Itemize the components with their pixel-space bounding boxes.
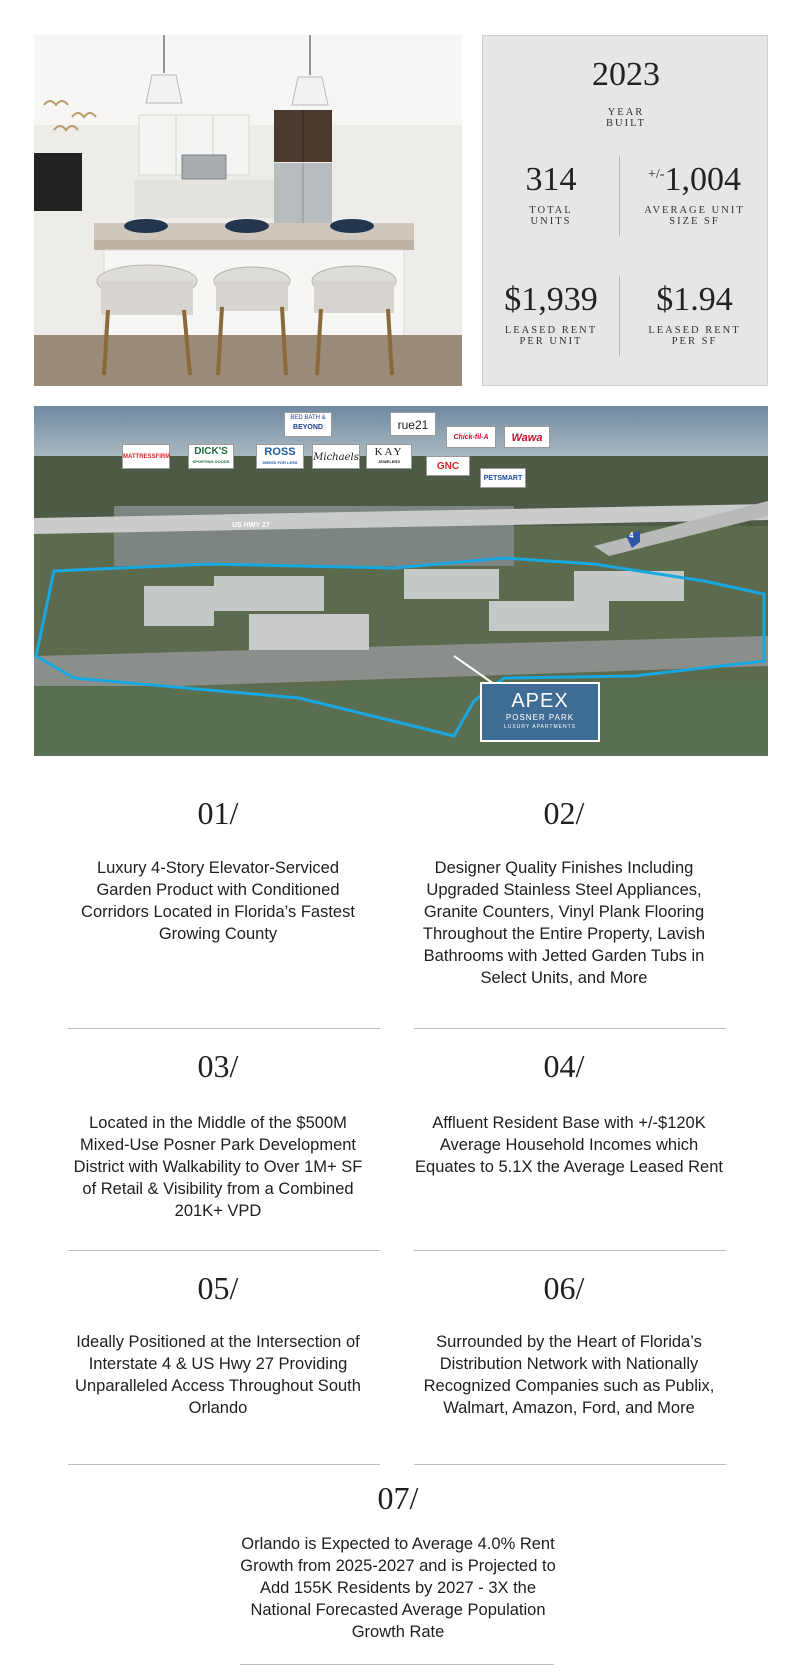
retailer-ross-sub: DRESS FOR LESS [262,460,298,465]
feature-number-06: 06/ [543,1270,585,1306]
property-logo-name: APEX [511,690,569,712]
divider [414,1464,726,1465]
retailer-logo-bed-bath-beyond [284,412,332,437]
leased-rent-per-sf-label-line1: LEASED RENT [648,325,741,336]
divider [414,1250,726,1251]
retailer-logo-gnc: GNC [426,456,470,476]
feature-number-03: 03/ [197,1048,239,1084]
feature-number-01: 01/ [197,795,239,831]
year-built-value: 2023 [592,56,660,93]
divider [414,1028,726,1029]
retailer-logo-chick-fil-a: Chick-fil-A [446,426,496,448]
leased-rent-per-unit-label-line2: PER UNIT [519,336,583,347]
kitchen-photo [34,35,462,386]
feature-text-01: Luxury 4-Story Elevator-Serviced Garden Product with Conditioned Corridors Located in Florida’s Fastest Growing County [81,859,355,943]
retailer-logo-michaels: Michaels [312,444,360,469]
avg-unit-size-value [620,161,769,199]
avg-unit-size-number: 1,004 [664,161,741,198]
retailer-dicks-name: DICK'S [194,446,228,457]
retailer-logo-wawa: Wawa [504,426,550,448]
leased-rent-per-sf-label [620,325,769,347]
year-built-label [483,107,769,129]
avg-unit-size-label-line2: SIZE SF [669,216,720,227]
total-units-label-line2: UNITS [530,216,572,227]
retailer-logo-dicks [188,444,234,469]
avg-unit-size-label-line1: AVERAGE UNIT [644,205,745,216]
total-units-label-line1: TOTAL [529,205,573,216]
property-logo-line3: LUXURY APARTMENTS [504,724,576,730]
divider [68,1464,380,1465]
avg-unit-size-label [620,205,769,227]
total-units-value: 314 [525,161,577,198]
retailer-logo-ross [256,444,304,469]
kitchen-illustration [34,35,462,386]
feature-number-05: 05/ [197,1270,239,1306]
retailer-kay-sub: JEWELERS [377,459,400,464]
feature-text-06: Surrounded by the Heart of Florida’s Distribution Network with Nationally Recognized Companies such as Publix, Walmart, Amazon, Ford, and More [423,1333,715,1417]
leased-rent-per-unit-value: $1,939 [504,281,598,318]
leased-rent-per-unit-label-line1: LEASED RENT [504,325,598,336]
retailer-logo-rue21: rue21 [390,412,436,436]
retailer-logo-kay [366,444,412,469]
feature-text-07: Orlando is Expected to Average 4.0% Rent Growth from 2025-2027 and is Projected to Add 155K Residents by 2027 - 3X the National Forecasted Average Population Growth Rate [240,1535,556,1641]
property-logo-line2: POSNER PARK [505,713,575,722]
feature-text-02: Designer Quality Finishes Including Upgraded Stainless Steel Appliances, Granite Counters, Vinyl Plank Flooring Throughout the Entire Property, Lavish Bathrooms with Jetted Garden Tubs in Select Units, and More [422,859,706,987]
feature-number-02: 02/ [543,795,585,831]
feature-number-07: 07/ [377,1480,419,1516]
feature-text-05: Ideally Positioned at the Intersection of Interstate 4 & US Hwy 27 Providing Unparalleled Access Throughout South Orlando [75,1333,361,1417]
retailer-ross-name: ROSS [264,446,296,458]
aerial-site-photo [34,406,768,756]
retailer-dicks-sub: SPORTING GOODS [192,459,230,464]
retailer-logo-mattressfirm: MATTRESSFIRM [122,444,170,469]
total-units-label [483,205,619,227]
interstate-shield-label: 4 [629,531,634,540]
divider [68,1250,380,1251]
property-logo-apex [480,682,600,742]
feature-text-03: Located in the Middle of the $500M Mixed-Use Posner Park Development District with Walkability to Over 1M+ SF of Retail & Visibility from a Combined 201K+ VPD [73,1114,363,1220]
feature-text-04: Affluent Resident Base with +/-$120K Average Household Incomes which Equates to 5.1X the Average Leased Rent [415,1114,723,1176]
year-built-label-line2: BUILT [606,118,646,129]
property-stats-panel [482,35,768,386]
avg-unit-size-prefix: +/- [648,167,665,182]
retailer-logo-petsmart: PETSMART [480,468,526,488]
feature-number-04: 04/ [543,1048,585,1084]
road-label: US HWY 27 [232,522,270,529]
leased-rent-per-unit-label [483,325,619,347]
leased-rent-per-sf-value: $1.94 [656,281,733,318]
year-built-label-line1: YEAR [607,107,645,118]
retailer-bbb-line2: BEYOND [293,424,323,431]
retailer-kay-name: KAY [374,446,404,458]
divider [240,1664,554,1665]
leased-rent-per-sf-label-line2: PER SF [671,336,718,347]
retailer-bbb-line1: BED BATH & [290,415,326,421]
divider [68,1028,380,1029]
